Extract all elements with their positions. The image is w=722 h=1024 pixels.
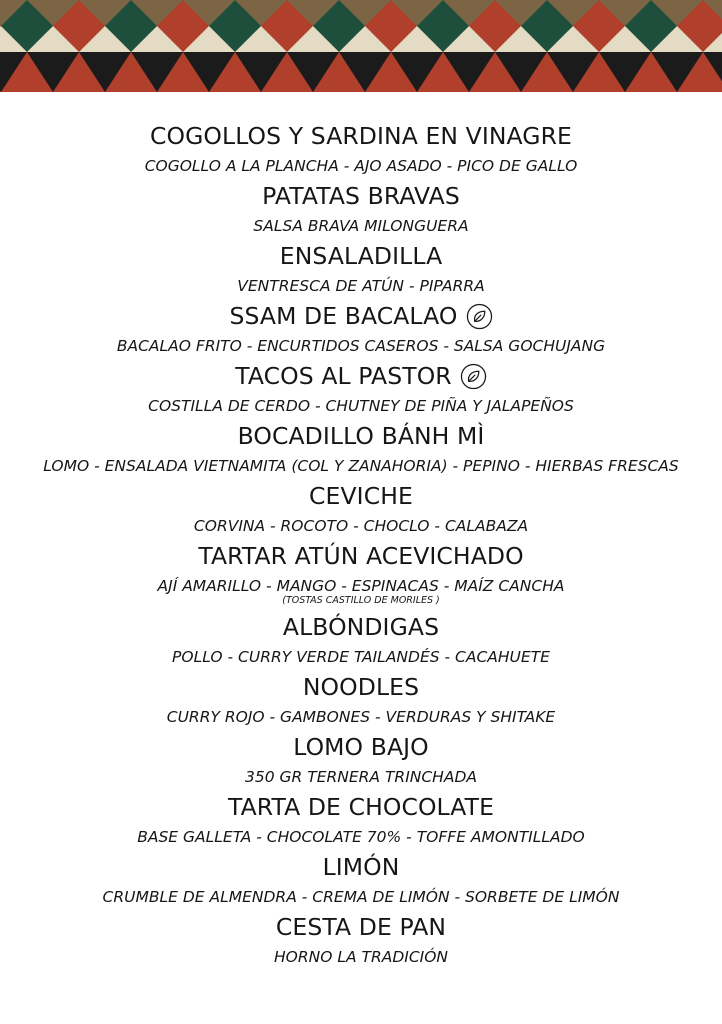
dish-name (0, 541, 722, 571)
menu-list (0, 121, 722, 972)
dish-item (0, 421, 722, 481)
dish-name-text: LIMÓN (322, 853, 400, 881)
dish-name-text: TARTA DE CHOCOLATE (227, 793, 495, 821)
dish-name-text: CESTA DE PAN (275, 913, 447, 941)
decorative-triangle-banner (0, 0, 722, 92)
dish-item (0, 301, 722, 361)
dish-name (0, 912, 722, 942)
dish-description: BASE GALLETA - CHOCOLATE 70% - TOFFE AMONTILLADO (137, 828, 585, 846)
dish-description: VENTRESCA DE ATÚN - PIPARRA (237, 277, 485, 295)
dish-name (0, 121, 722, 151)
dish-description: CORVINA - ROCOTO - CHOCLO - CALABAZA (193, 517, 529, 535)
dish-description: LOMO - ENSALADA VIETNAMITA (COL Y ZANAHORIA) - PEPINO - HIERBAS FRESCAS (43, 457, 679, 475)
dish-name (0, 361, 722, 391)
dish-name (0, 732, 722, 762)
dish-description: AJÍ AMARILLO - MANGO - ESPINACAS - MAÍZ CANCHA (157, 577, 565, 595)
dish-name (0, 852, 722, 882)
dish-name-text: ALBÓNDIGAS (282, 613, 440, 641)
dish-description: HORNO LA TRADICIÓN (273, 948, 449, 966)
dish-name-text: SSAM DE BACALAO (229, 302, 458, 330)
dish-item (0, 792, 722, 852)
dish-item (0, 852, 722, 912)
dish-name (0, 241, 722, 271)
dish-name (0, 612, 722, 642)
dish-item (0, 612, 722, 672)
dish-name (0, 672, 722, 702)
dish-name-text: TACOS AL PASTOR (235, 362, 452, 390)
dish-name-text: BOCADILLO BÁNH MÌ (237, 422, 485, 450)
dish-item (0, 541, 722, 612)
dish-name (0, 792, 722, 822)
dish-name-text: NOODLES (302, 673, 420, 701)
dish-description: 350 GR TERNERA TRINCHADA (245, 768, 477, 786)
dish-item (0, 361, 722, 421)
dish-name-text: TARTAR ATÚN ACEVICHADO (198, 542, 524, 570)
dish-name-text: ENSALADILLA (279, 242, 443, 270)
dish-description: CURRY ROJO - GAMBONES - VERDURAS Y SHITAKE (166, 708, 556, 726)
dish-item (0, 481, 722, 541)
vegetarian-leaf-icon (460, 363, 487, 390)
dish-name (0, 181, 722, 211)
dish-note: (TOSTAS CASTILLO DE MORILES ) (282, 595, 440, 606)
dish-name (0, 481, 722, 511)
dish-name (0, 421, 722, 451)
dish-item (0, 121, 722, 181)
dish-item (0, 241, 722, 301)
dish-item (0, 732, 722, 792)
dish-description: COSTILLA DE CERDO - CHUTNEY DE PIÑA Y JALAPEÑOS (148, 397, 574, 415)
vegetarian-leaf-icon (466, 303, 493, 330)
dish-name-text: COGOLLOS Y SARDINA EN VINAGRE (149, 122, 572, 150)
dish-item (0, 912, 722, 972)
dish-name-text: PATATAS BRAVAS (262, 182, 460, 210)
dish-description: BACALAO FRITO - ENCURTIDOS CASEROS - SALSA GOCHUJANG (116, 337, 606, 355)
dish-item (0, 672, 722, 732)
dish-name-text: CEVICHE (309, 482, 413, 510)
dish-name-text: LOMO BAJO (293, 733, 429, 761)
dish-description: CRUMBLE DE ALMENDRA - CREMA DE LIMÓN - SORBETE DE LIMÓN (102, 888, 620, 906)
dish-description: COGOLLO A LA PLANCHA - AJO ASADO - PICO DE GALLO (144, 157, 578, 175)
dish-item (0, 181, 722, 241)
dish-description: POLLO - CURRY VERDE TAILANDÉS - CACAHUETE (172, 648, 550, 666)
dish-description: SALSA BRAVA MILONGUERA (253, 217, 469, 235)
dish-name (0, 301, 722, 331)
